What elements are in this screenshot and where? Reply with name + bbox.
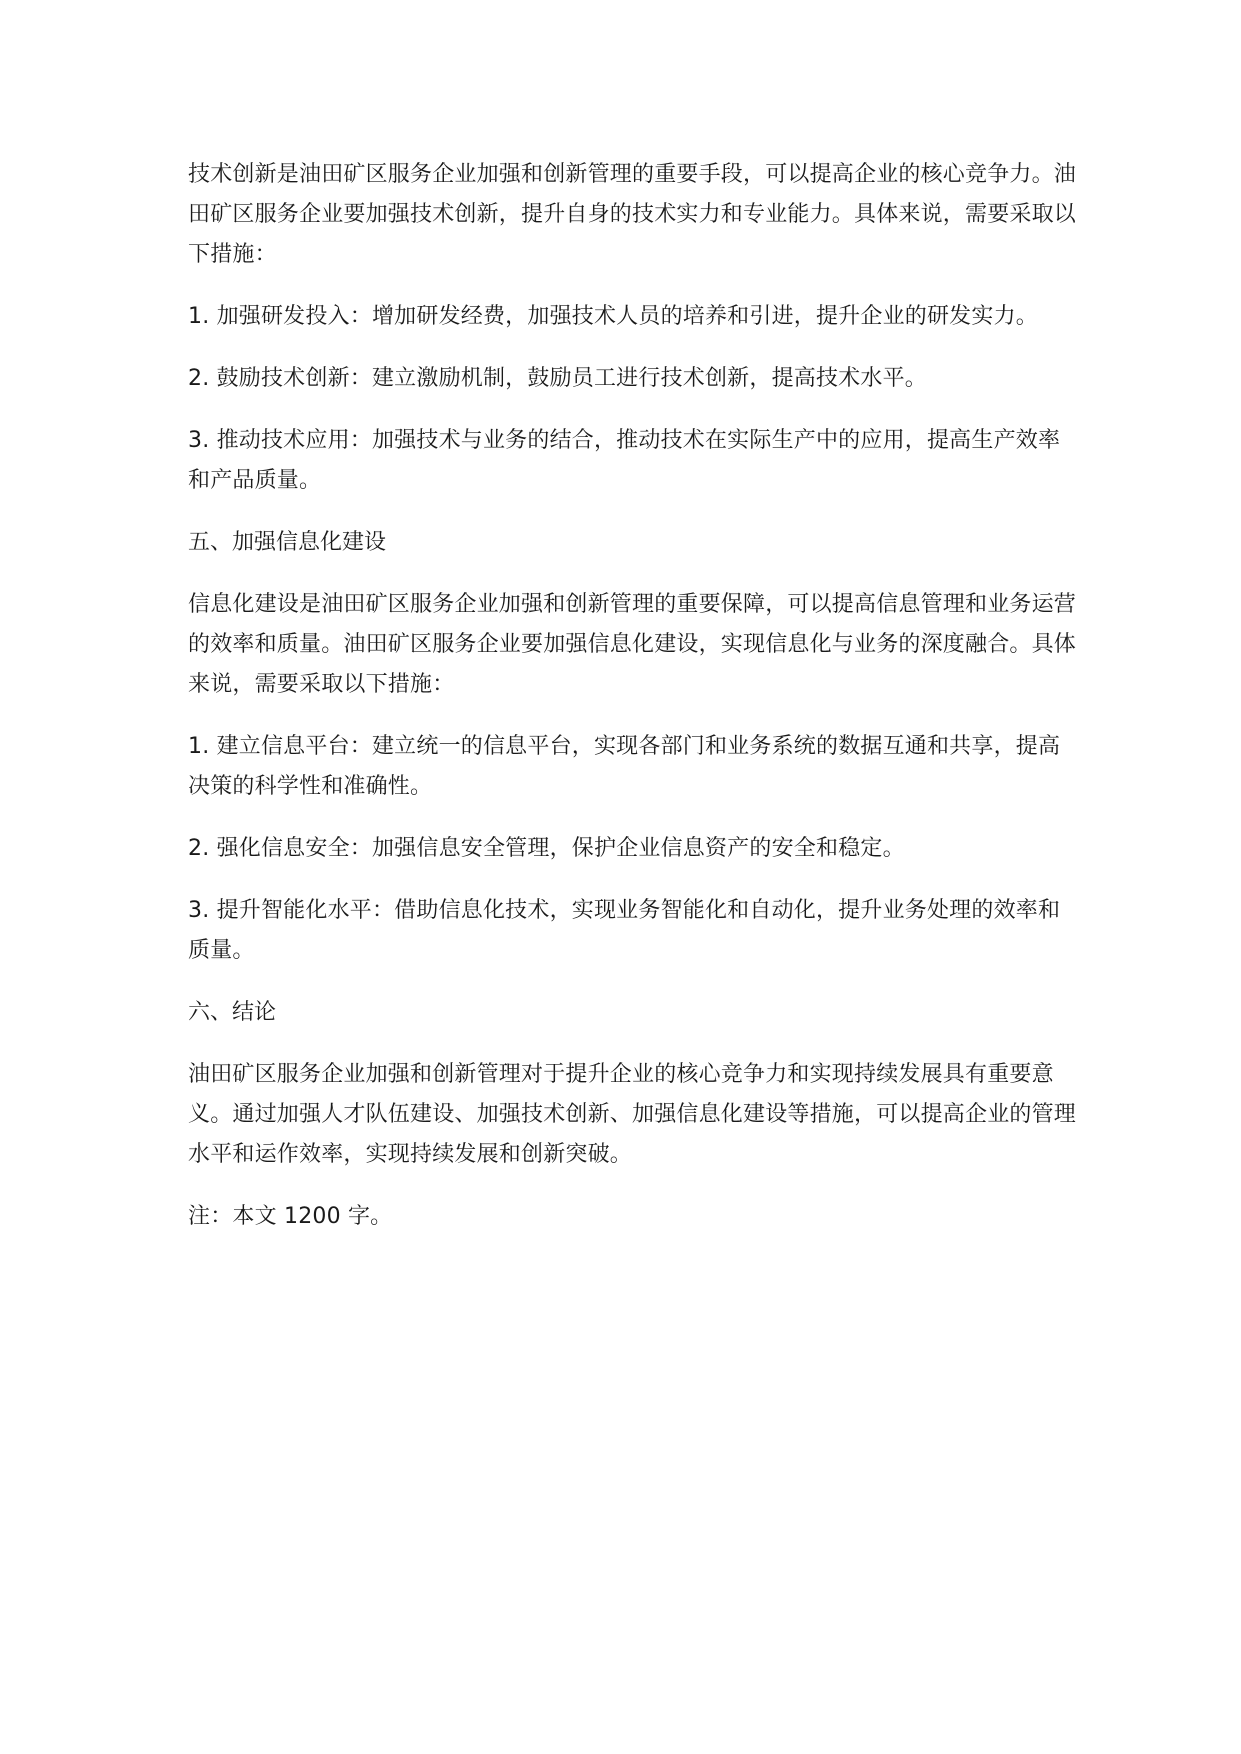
- list-item-intelligence-level: 3. 提升智能化水平：借助信息化技术，实现业务智能化和自动化，提升业务处理的效率和质量。: [188, 898, 1061, 963]
- document-page: [188, 155, 1078, 1259]
- list-item-info-security: 2. 强化信息安全：加强信息安全管理，保护企业信息资产的安全和稳定。: [188, 836, 905, 861]
- list-item-tech-application: 3. 推动技术应用：加强技术与业务的结合，推动技术在实际生产中的应用，提高生产效率和产品质量。: [188, 428, 1061, 493]
- list-item-encourage-innovation: 2. 鼓励技术创新：建立激励机制，鼓励员工进行技术创新，提高技术水平。: [188, 366, 927, 391]
- section-heading-conclusion: 六、结论: [188, 1000, 277, 1025]
- section-heading-informatization: 五、加强信息化建设: [188, 530, 387, 555]
- list-item-info-platform: 1. 建立信息平台：建立统一的信息平台，实现各部门和业务系统的数据互通和共享，提高决策的科学性和准确性。: [188, 734, 1061, 799]
- paragraph-tech-innovation-intro: 技术创新是油田矿区服务企业加强和创新管理的重要手段，可以提高企业的核心竞争力。油田矿区服务企业要加强技术创新，提升自身的技术实力和专业能力。具体来说，需要采取以下措施：: [188, 162, 1077, 267]
- word-count-note: 注：本文 1200 字。: [188, 1204, 393, 1229]
- paragraph-informatization-intro: 信息化建设是油田矿区服务企业加强和创新管理的重要保障，可以提高信息管理和业务运营的效率和质量。油田矿区服务企业要加强信息化建设，实现信息化与业务的深度融合。具体来说，需要采取以下措施：: [188, 592, 1077, 697]
- paragraph-conclusion: 油田矿区服务企业加强和创新管理对于提升企业的核心竞争力和实现持续发展具有重要意义。通过加强人才队伍建设、加强技术创新、加强信息化建设等措施，可以提高企业的管理水平和运作效率，实现持续发展和创新突破。: [188, 1062, 1077, 1167]
- list-item-rd-investment: 1. 加强研发投入：增加研发经费，加强技术人员的培养和引进，提升企业的研发实力。: [188, 304, 1038, 329]
